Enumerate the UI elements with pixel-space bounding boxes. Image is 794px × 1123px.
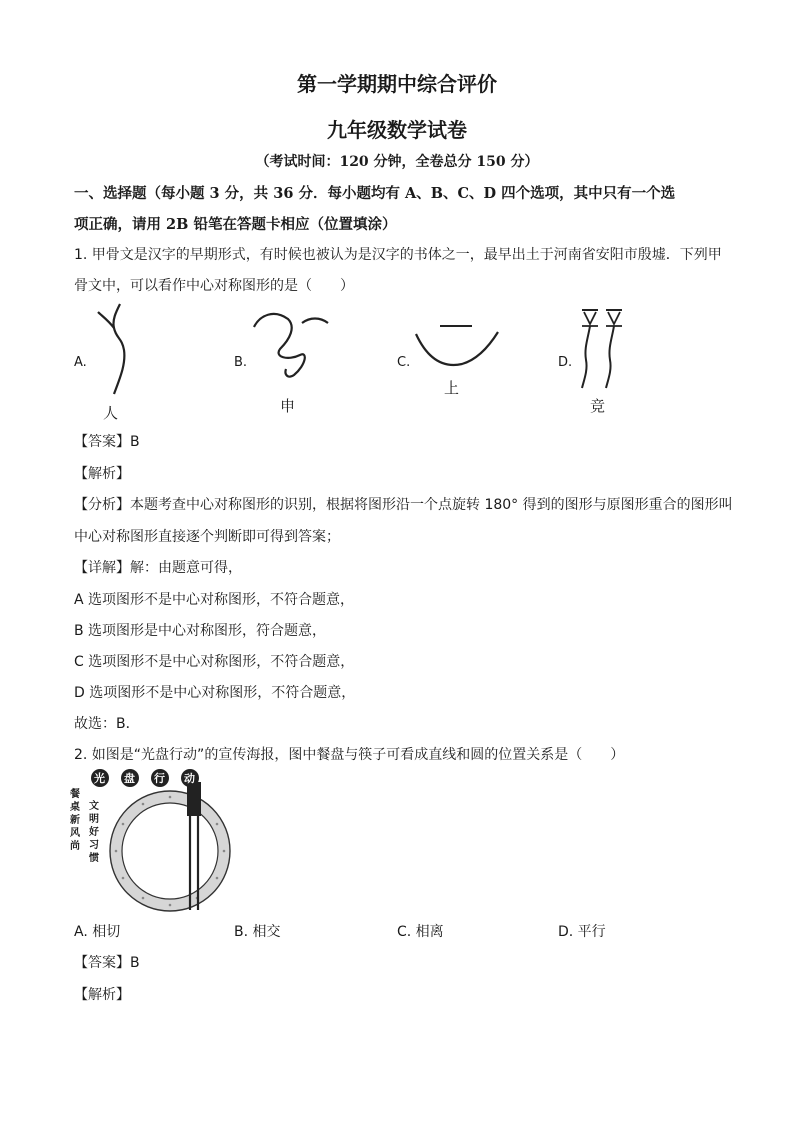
q2-option-b: B. 相交 (234, 924, 281, 940)
poster-left-char-5: 尚 (70, 841, 80, 852)
poster-inner-char-1: 文 (89, 801, 99, 812)
poster-inner-char-4: 习 (89, 840, 99, 851)
q1-option-d-label: D. (558, 355, 573, 370)
guangpan-poster (70, 768, 230, 914)
poster-inner-char-3: 好 (89, 827, 99, 838)
q2-answer: 【答案】B (74, 955, 140, 971)
section-heading-line-1: 一、选择题（每小题 3 分，共 36 分．每小题均有 A、B、C、D 四个选项，其中只有一个选 (74, 185, 676, 202)
poster-title-char-3: 行 (154, 772, 165, 785)
oracle-char-shen-figure (250, 305, 340, 385)
q1-option-c-char: 上 (444, 379, 460, 397)
q1-option-d-judgement: D 选项图形不是中心对称图形，不符合题意， (74, 685, 356, 701)
q1-detail: 【详解】解：由题意可得， (74, 560, 242, 576)
poster-inner-char-5: 惯 (89, 853, 99, 864)
q1-option-b-judgement: B 选项图形是中心对称图形，符合题意， (74, 623, 327, 639)
poster-title-char-1: 光 (94, 772, 105, 785)
poster-title-char-2: 盘 (124, 772, 135, 785)
q2-option-a: A. 相切 (74, 924, 121, 940)
q1-fenxi-line-2: 中心对称图形直接逐个判断即可得到答案； (74, 529, 340, 545)
poster-left-char-3: 新 (70, 815, 80, 826)
q2-analysis-label: 【解析】 (74, 987, 130, 1003)
q1-fenxi-line-1: 【分析】本题考查中心对称图形的识别，根据将图形沿一个点旋转 180° 得到的图形与原图形重合的图形叫 (74, 497, 733, 513)
oracle-char-ren-figure (90, 298, 150, 408)
q1-option-b-label: B. (234, 355, 248, 370)
oracle-char-jing-figure (576, 304, 636, 394)
q1-option-a-judgement: A 选项图形不是中心对称图形，不符合题意， (74, 592, 355, 608)
poster-left-slogan (70, 788, 84, 853)
q1-option-c-label: C. (397, 355, 411, 370)
poster-title-char-4: 动 (184, 772, 195, 785)
q1-option-a-char: 人 (103, 404, 119, 422)
q1-answer: 【答案】B (74, 434, 140, 450)
poster-inner-slogan (89, 800, 103, 865)
q1-choice: 故选：B． (74, 716, 140, 732)
exam-info: （考试时间：120 分钟，全卷总分 150 分） (255, 154, 539, 170)
exam-title: 第一学期期中综合评价 (297, 72, 497, 96)
exam-subtitle: 九年级数学试卷 (327, 118, 467, 142)
q1-option-b-char: 申 (280, 397, 296, 415)
poster-left-char-4: 风 (70, 828, 80, 839)
poster-left-char-2: 桌 (70, 802, 80, 813)
oracle-char-shang-figure (414, 320, 504, 380)
q1-option-d-char: 竞 (590, 397, 606, 415)
q1-option-a-label: A. (74, 355, 87, 370)
q2-option-c: C. 相离 (397, 924, 444, 940)
q1-analysis-label: 【解析】 (74, 466, 130, 482)
q2-stem: 2. 如图是“光盘行动”的宣传海报，图中餐盘与筷子可看成直线和圆的位置关系是（ ） (74, 747, 625, 763)
q1-option-c-judgement: C 选项图形不是中心对称图形，不符合题意， (74, 654, 355, 670)
poster-inner-char-2: 明 (89, 814, 99, 825)
poster-left-char-1: 餐 (70, 789, 80, 800)
q1-stem-line-2: 骨文中，可以看作中心对称图形的是（ ） (74, 278, 354, 294)
q2-option-d: D. 平行 (558, 924, 606, 940)
q1-stem-line-1: 1. 甲骨文是汉字的早期形式，有时候也被认为是汉字的书体之一，最早出土于河南省安阳市殷墟．下列甲 (74, 247, 722, 263)
section-heading-line-2: 项正确，请用 2B 铅笔在答题卡相应（位置填涂） (74, 216, 397, 233)
